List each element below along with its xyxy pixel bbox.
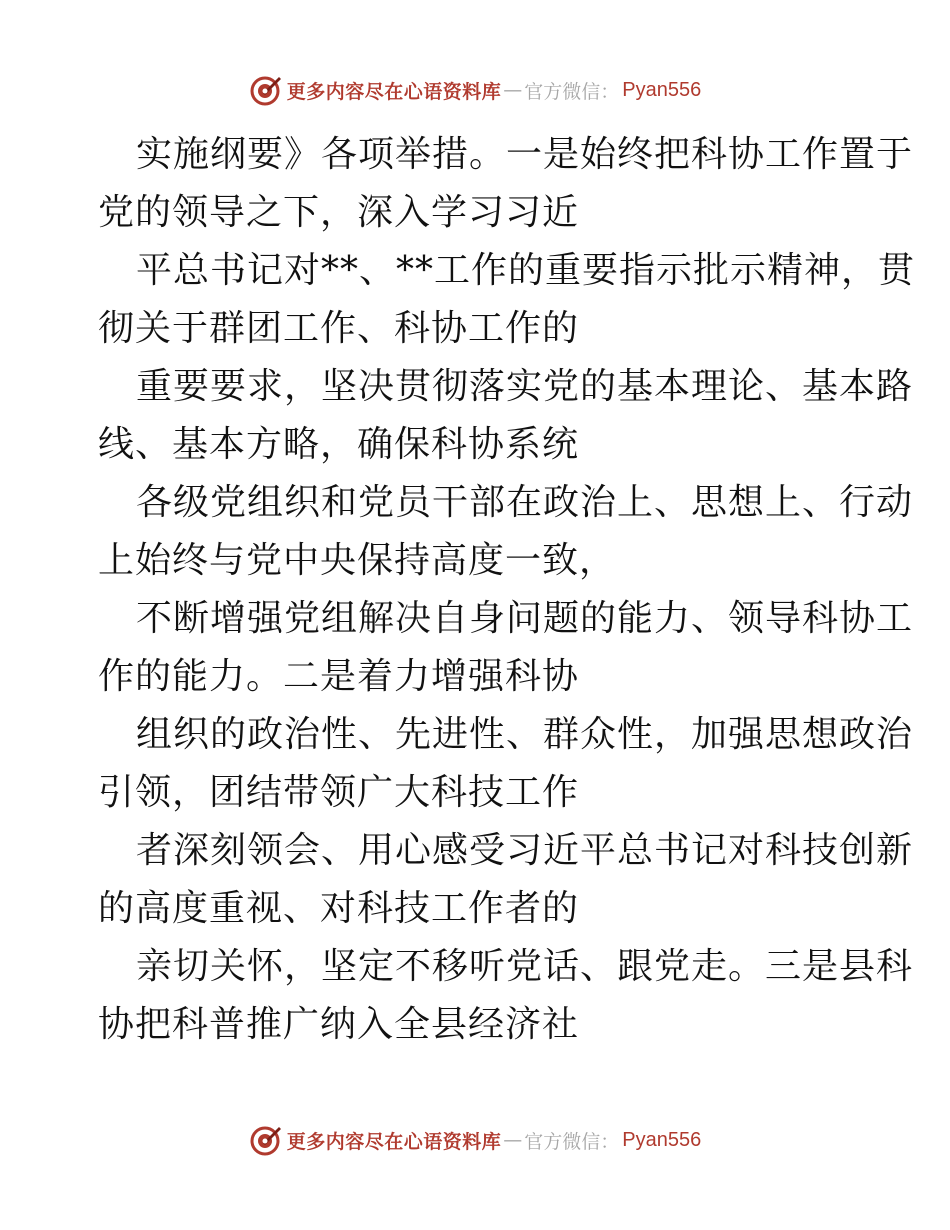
paragraph-line: 党的领导之下，深入学习习近 (98, 192, 580, 233)
paragraph-line: 上始终与党中央保持高度一致， (98, 540, 617, 581)
paragraph (98, 358, 914, 474)
header-banner (0, 70, 950, 110)
header-separator: — (503, 79, 523, 101)
footer-wechat-label: 官方微信： (524, 1130, 620, 1153)
paragraph-line: 引领，团结带领广大科技工作 (98, 772, 580, 813)
paragraph (98, 242, 916, 358)
header-wechat-id: Pyan556 (622, 78, 702, 101)
pen-nib-logo-icon (249, 73, 283, 107)
paragraph-line: 作的能力。二是着力增强科协 (98, 656, 580, 697)
footer-promo-text: 更多内容尽在心语资料库 (286, 1130, 502, 1153)
paragraph (98, 822, 914, 938)
paragraph (98, 706, 914, 822)
paragraph (98, 938, 914, 1054)
footer-banner (0, 1120, 950, 1160)
paragraph-line: 各级党组织和党员干部在政治上、思想上、行动 (136, 482, 914, 523)
paragraph-line: 彻关于群团工作、科协工作的 (98, 308, 580, 349)
pen-nib-logo-icon (249, 1123, 283, 1157)
paragraph (98, 126, 914, 242)
paragraph-line: 者深刻领会、用心感受习近平总书记对科技创新 (136, 830, 914, 871)
paragraph-line: 组织的政治性、先进性、群众性，加强思想政治 (136, 714, 914, 755)
paragraph-line: 亲切关怀，坚定不移听党话、跟党走。三是县科 (136, 946, 914, 987)
paragraph-line: 线、基本方略，确保科协系统 (98, 424, 580, 465)
paragraph-line: 重要要求，坚决贯彻落实党的基本理论、基本路 (136, 366, 914, 407)
paragraph-line: 的高度重视、对科技工作者的 (98, 888, 580, 929)
paragraph (98, 474, 914, 590)
header-promo-text: 更多内容尽在心语资料库 (286, 80, 502, 103)
paragraph-line: 实施纲要》各项举措。一是始终把科协工作置于 (136, 134, 914, 175)
paragraph-line: 协把科普推广纳入全县经济社 (98, 1004, 580, 1045)
paragraph (98, 590, 914, 706)
header-wechat-label: 官方微信： (524, 80, 620, 103)
paragraph-line: 平总书记对**、**工作的重要指示批示精神，贯 (136, 250, 916, 291)
paragraph-line: 不断增强党组解决自身问题的能力、领导科协工 (136, 598, 914, 639)
footer-separator: — (503, 1129, 523, 1151)
footer-wechat-id: Pyan556 (622, 1128, 702, 1151)
